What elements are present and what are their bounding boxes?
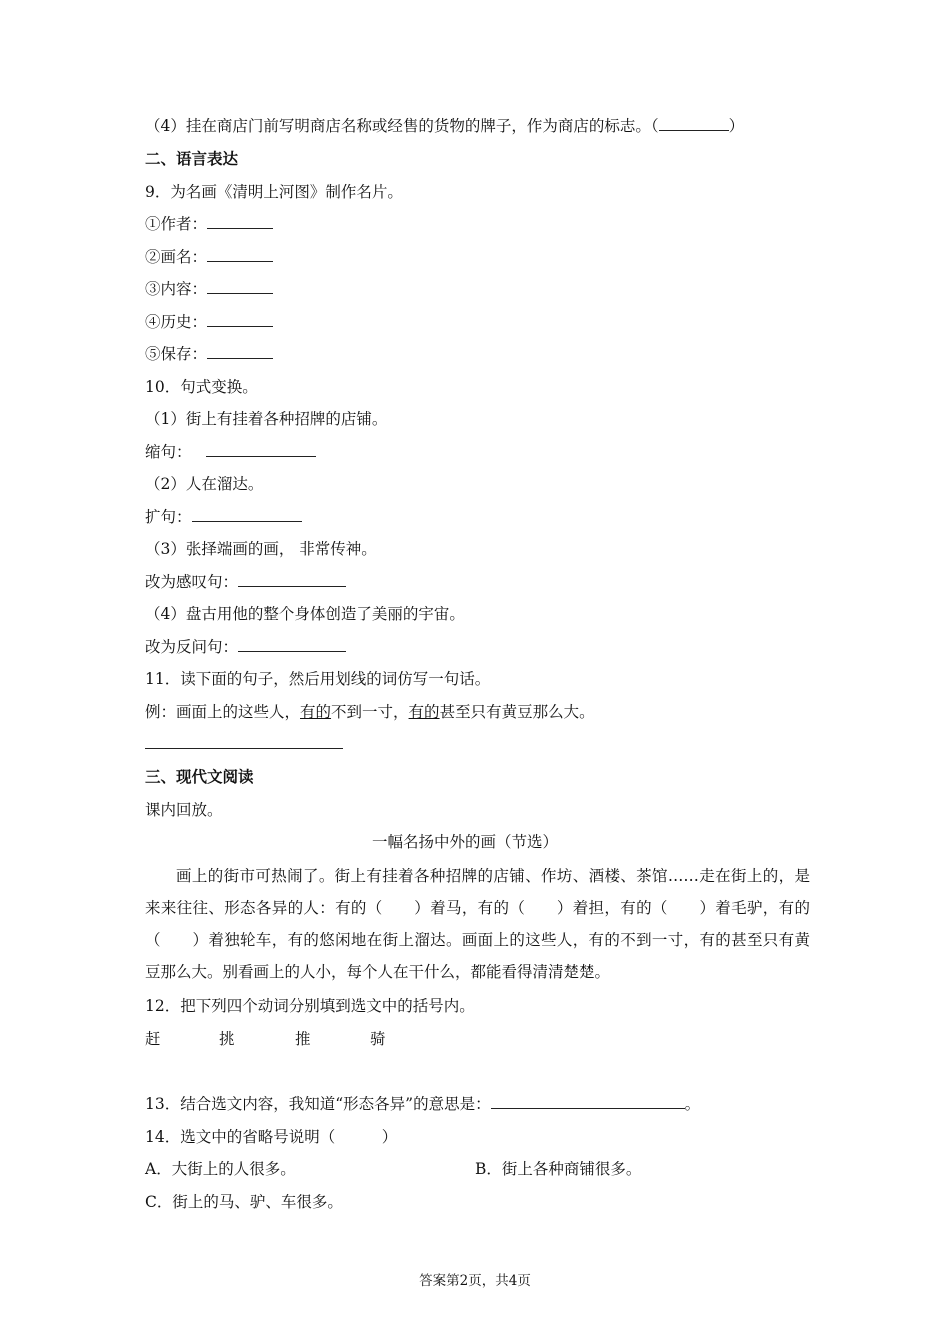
q10-answer: 缩句：	[145, 442, 316, 462]
question-stem: 9．为名画《清明上河图》制作名片。	[145, 183, 403, 201]
question-stem: 11．读下面的句子，然后用划线的词仿写一句话。	[145, 670, 491, 688]
q10-prompt: （2）人在溜达。	[145, 475, 264, 493]
q9-item: ⑤保存：	[145, 344, 273, 364]
answer-blank[interactable]	[145, 734, 343, 749]
answer-blank[interactable]	[238, 637, 346, 652]
question-stem: 12．把下列四个动词分别填到选文中的括号内。	[145, 997, 475, 1015]
section-heading: 二、语言表达	[145, 150, 239, 168]
q9-item: ②画名：	[145, 247, 273, 267]
answer-blank[interactable]	[192, 507, 302, 522]
q13: 13．结合选文内容，我知道“形态各异”的意思是： 。	[145, 1095, 701, 1113]
q11-example: 例：画面上的这些人，有的不到一寸，有的甚至只有黄豆那么大。	[145, 703, 595, 721]
question-stem: 14．选文中的省略号说明（ ）	[145, 1128, 398, 1146]
option-b[interactable]: B．街上各种商铺很多。	[475, 1160, 642, 1178]
word: 挑	[219, 1030, 235, 1048]
q8-item-4: （4）挂在商店门前写明商店名称或经售的货物的牌子，作为商店的标志。（ ）	[145, 117, 745, 135]
q10-answer: 扩句：	[145, 507, 302, 527]
question-stem: 10．句式变换。	[145, 378, 258, 396]
option-a[interactable]: A．大街上的人很多。	[145, 1160, 296, 1178]
underlined-word: 有的	[408, 703, 440, 721]
q9-item: ③内容：	[145, 279, 273, 299]
section-heading: 三、现代文阅读	[145, 768, 254, 786]
answer-blank[interactable]	[207, 279, 273, 294]
passage-title: 一幅名扬中外的画（节选）	[372, 833, 559, 851]
q10-answer: 改为感叹句：	[145, 572, 346, 592]
answer-blank[interactable]	[206, 442, 316, 457]
underlined-word: 有的	[300, 703, 332, 721]
word: 骑	[370, 1030, 386, 1048]
q10-answer: 改为反问句：	[145, 637, 346, 657]
word: 赶	[145, 1030, 161, 1048]
q10-prompt: （4）盘古用他的整个身体创造了美丽的宇宙。	[145, 605, 465, 623]
option-c[interactable]: C．街上的马、驴、车很多。	[145, 1193, 343, 1211]
answer-blank[interactable]	[207, 247, 273, 262]
q9-item: ④历史：	[145, 312, 273, 332]
answer-blank[interactable]	[207, 312, 273, 327]
passage-text: 画上的街市可热闹了。街上有挂着各种招牌的店铺、作坊、酒楼、茶馆……走在街上的，是来来往往、形态各异的人：有的（ ）着马，有的（ ）着担，有的（ ）着毛驴，有的（ ）着独轮车，有的悠闲地在街上溜达。画面上的这些人，有的不到一寸，有的甚至只有黄豆那么大。别看画上的人小，每个人在干什么，都能看得清清楚楚。	[145, 867, 810, 981]
q9-item: ①作者：	[145, 214, 273, 234]
section-intro: 课内回放。	[145, 801, 223, 819]
page-footer: 答案第2页，共4页	[419, 1273, 531, 1289]
q11-answer-line[interactable]	[145, 734, 343, 754]
q10-prompt: （1）街上有挂着各种招牌的店铺。	[145, 410, 388, 428]
answer-blank[interactable]	[491, 1094, 685, 1109]
answer-blank[interactable]	[238, 572, 346, 587]
answer-blank[interactable]	[207, 214, 273, 229]
q10-prompt: （3）张择端画的画， 非常传神。	[145, 540, 377, 558]
word: 推	[295, 1030, 311, 1048]
answer-blank[interactable]	[659, 116, 729, 131]
answer-blank[interactable]	[207, 344, 273, 359]
